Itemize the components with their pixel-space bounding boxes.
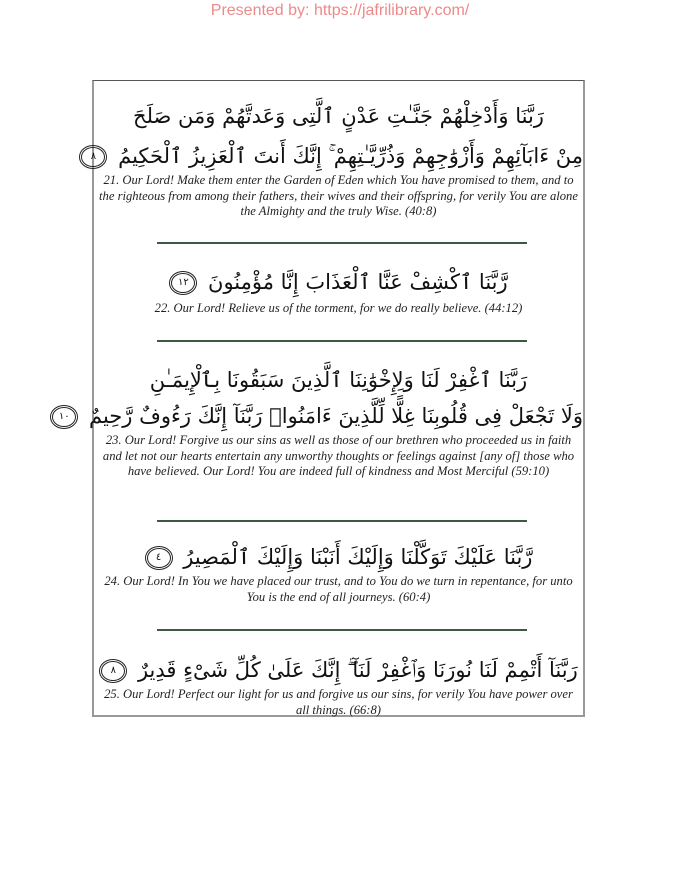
presented-by-header: Presented by: https://jafrilibrary.com/ [210, 2, 470, 19]
separator-line [157, 242, 527, 244]
ayah-number-marker: ٨ [79, 145, 107, 169]
dua-23-arabic-line-1: رَبَّنَا ٱغْفِرْ لَنَا وَلِإِخْوَٰنِنَا ٱلَّذِينَ سَبَقُونَا بِٱلْإِيمَـٰنِ [149, 368, 528, 392]
dua-24-arabic-text: رَّبَّنَا عَلَيْكَ تَوَكَّلْنَا وَإِلَيْكَ أَنَبْنَا وَإِلَيْكَ ٱلْمَصِيرُ [183, 545, 533, 569]
dua-24-translation: 24. Our Lord! In You we have placed our trust, and to You do we turn in repentance, for unto You is the end of all journeys. (60:4) [104, 574, 573, 604]
ayah-number-marker: ١٠ [50, 405, 78, 429]
separator-line [157, 629, 527, 631]
dua-21-arabic-line-1: رَبَّنَا وَأَدْخِلْهُمْ جَنَّـٰتِ عَدْنٍ ٱلَّتِى وَعَدتَّهُمْ وَمَن صَلَحَ [133, 104, 544, 128]
separator-line [157, 340, 527, 342]
separator-line [157, 520, 527, 522]
dua-22-arabic-text: رَّبَّنَا ٱكْشِفْ عَنَّا ٱلْعَذَابَ إِنَّا مُؤْمِنُونَ [208, 270, 508, 294]
dua-23-arabic-line-2 [58, 403, 583, 429]
dua-22-arabic-line-1 [94, 269, 583, 295]
dua-21-translation: 21. Our Lord! Make them enter the Garden of Eden which You have promised to them, and to the righteous from among their fathers, their wives and their offspring, for verily You are alone the Almighty and the truly Wise. (40:8) [99, 173, 578, 218]
duas-frame [58, 80, 585, 717]
ayah-number-marker: ١٢ [169, 271, 197, 295]
dua-23-translation: 23. Our Lord! Forgive us our sins as well as those of our brethren who proceeded us in faith and let not our hearts entertain any unworthy thoughts or feelings against [any of] those who have believed. Our Lord! You are indeed full of kindness and Most Merciful (59:10) [102, 433, 575, 478]
dua-25-arabic-line-1 [94, 657, 583, 683]
dua-21-arabic-line-2 [90, 143, 583, 169]
dua-21-arabic-text: مِنْ ءَابَآئِهِمْ وَأَزْوَٰجِهِمْ وَذُرِّيَّـٰتِهِمْ ۚ إِنَّكَ أَنتَ ٱلْعَزِيزُ ٱلْحَكِيمُ [118, 144, 583, 168]
dua-23-arabic-text: وَلَا تَجْعَلْ فِى قُلُوبِنَا غِلًّا لِّلَّذِينَ ءَامَنُوا۟ رَبَّنَآ إِنَّكَ رَءُوفٌ رَّحِيمٌ [88, 404, 583, 428]
dua-24-arabic-line-1 [94, 544, 583, 570]
ayah-number-marker: ٤ [145, 546, 173, 570]
dua-25-translation: 25. Our Lord! Perfect our light for us and forgive us our sins, for verily You have power over all things. (66:8) [104, 687, 573, 717]
dua-22-translation: 22. Our Lord! Relieve us of the torment, for we do really believe. (44:12) [154, 301, 523, 315]
dua-25-arabic-text: رَبَّنَآ أَتْمِمْ لَنَا نُورَنَا وَٱغْفِرْ لَنَآ ۖ إِنَّكَ عَلَىٰ كُلِّ شَىْءٍ قَدِيرٌ [137, 658, 578, 682]
ayah-number-marker: ٨ [99, 659, 127, 683]
